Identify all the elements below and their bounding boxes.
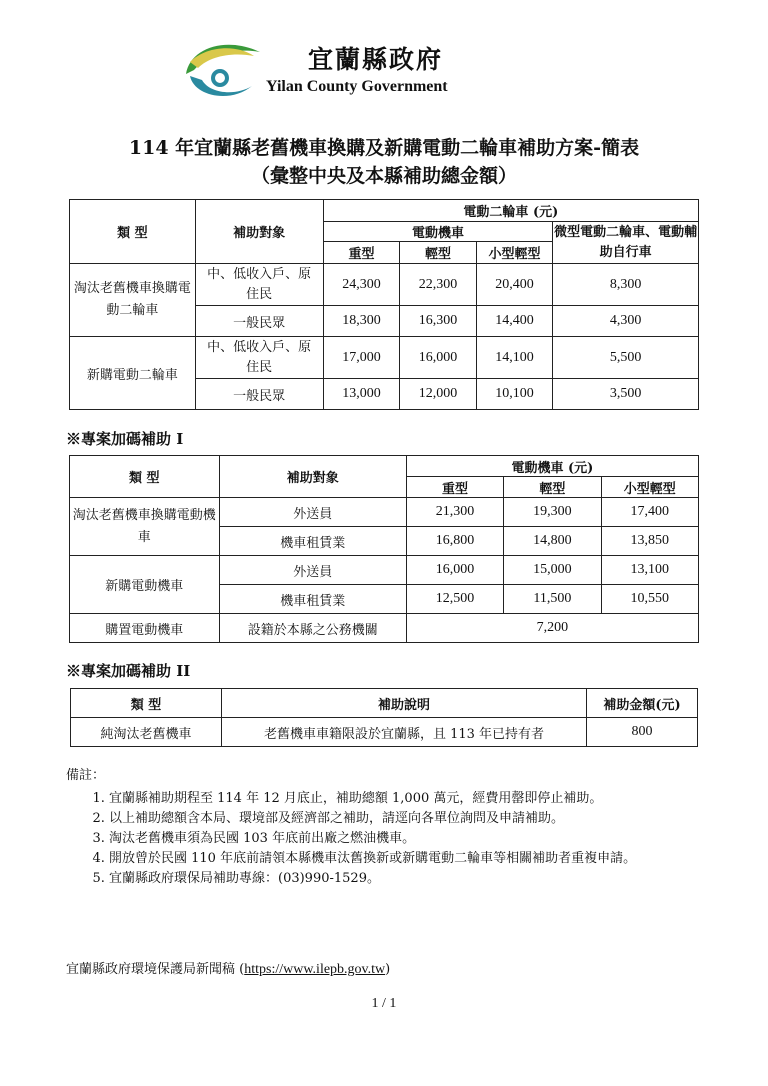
col-header-group: 電動二輪車 (元) <box>323 200 698 222</box>
cell: 11,500 <box>504 585 601 614</box>
row-desc: 老舊機車車籍限設於宜蘭縣，且 113 年已持有者 <box>222 718 587 747</box>
col-header-target: 補助對象 <box>219 456 406 498</box>
cell: 13,100 <box>601 556 698 585</box>
cell: 17,400 <box>601 498 698 527</box>
footer: 宜蘭縣政府環境保護局新聞稿 (https://www.ilepb.gov.tw) <box>66 962 391 977</box>
org-name-zh: 宜蘭縣政府 <box>308 45 444 74</box>
col-header-small: 小型輕型 <box>601 477 698 498</box>
note-item: 2. 以上補助總額含本局、環境部及經濟部之補助，請逕向各單位詢問及申請補助。 <box>109 809 716 829</box>
cell: 19,300 <box>504 498 601 527</box>
col-header-light: 輕型 <box>400 242 477 264</box>
cell: 10,550 <box>601 585 698 614</box>
cell: 16,300 <box>400 306 477 337</box>
cell: 17,000 <box>323 337 400 379</box>
cell: 16,800 <box>406 527 503 556</box>
row-type-scrap: 純淘汰老舊機車 <box>71 718 222 747</box>
col-header-group: 電動機車 (元) <box>406 456 698 477</box>
row-type-replace: 淘汰老舊機車換購電動二輪車 <box>70 264 196 337</box>
row-target-rental: 機車租賃業 <box>219 585 406 614</box>
cell: 12,000 <box>400 379 477 410</box>
document-title: 114 年宜蘭縣老舊機車換購及新購電動二輪車補助方案-簡表 <box>128 137 640 159</box>
row-amount: 800 <box>587 718 698 747</box>
row-type-new: 新購電動機車 <box>70 556 220 614</box>
section-title-bonus-2: ※專案加碼補助 II <box>66 662 191 680</box>
col-header-desc: 補助說明 <box>222 689 587 718</box>
row-type-purchase: 購置電動機車 <box>70 614 220 643</box>
footer-text: 宜蘭縣政府環境保護局新聞稿 <box>66 962 236 977</box>
cell: 22,300 <box>400 264 477 306</box>
col-header-target: 補助對象 <box>195 200 323 264</box>
col-header-type: 類 型 <box>70 200 196 264</box>
notes-title: 備註： <box>66 768 106 783</box>
row-target-low: 中、低收入戶、原住民 <box>195 264 323 306</box>
notes <box>66 764 716 889</box>
col-header-light: 輕型 <box>504 477 601 498</box>
cell: 24,300 <box>323 264 400 306</box>
col-header-heavy: 重型 <box>406 477 503 498</box>
cell: 7,200 <box>406 614 698 643</box>
cell: 8,300 <box>553 264 699 306</box>
col-header-type: 類 型 <box>71 689 222 718</box>
cell: 21,300 <box>406 498 503 527</box>
subsidy-table-main <box>69 199 699 410</box>
cell: 10,100 <box>476 379 553 410</box>
row-target-general: 一般民眾 <box>195 379 323 410</box>
cell: 5,500 <box>553 337 699 379</box>
footer-link[interactable]: https://www.ilepb.gov.tw <box>244 962 386 977</box>
cell: 20,400 <box>476 264 553 306</box>
row-target-low: 中、低收入戶、原住民 <box>195 337 323 379</box>
cell: 13,850 <box>601 527 698 556</box>
cell: 16,000 <box>406 556 503 585</box>
col-header-micro: 微型電動二輪車、電動輔助自行車 <box>553 222 699 264</box>
col-header-small: 小型輕型 <box>476 242 553 264</box>
cell: 12,500 <box>406 585 503 614</box>
yilan-county-logo-icon <box>180 34 270 104</box>
note-item: 1. 宜蘭縣補助期程至 114 年 12 月底止，補助總額 1,000 萬元，經費用罄即停止補助。 <box>109 789 716 809</box>
page-number: 1 / 1 <box>371 996 397 1011</box>
section-title-bonus-1: ※專案加碼補助 I <box>66 430 184 448</box>
cell: 3,500 <box>553 379 699 410</box>
cell: 18,300 <box>323 306 400 337</box>
cell: 14,800 <box>504 527 601 556</box>
row-target-delivery: 外送員 <box>219 556 406 585</box>
subsidy-table-bonus-1 <box>69 455 699 643</box>
cell: 15,000 <box>504 556 601 585</box>
cell: 14,400 <box>476 306 553 337</box>
subsidy-table-bonus-2 <box>70 688 698 747</box>
row-type-replace: 淘汰老舊機車換購電動機車 <box>70 498 220 556</box>
row-target-delivery: 外送員 <box>219 498 406 527</box>
org-name-en: Yilan County Government <box>266 78 448 95</box>
col-header-amount: 補助金額(元) <box>587 689 698 718</box>
header <box>180 34 500 106</box>
row-target-rental: 機車租賃業 <box>219 527 406 556</box>
row-target-gov: 設籍於本縣之公務機關 <box>219 614 406 643</box>
cell: 13,000 <box>323 379 400 410</box>
col-header-heavy: 重型 <box>323 242 400 264</box>
row-target-general: 一般民眾 <box>195 306 323 337</box>
row-type-new: 新購電動二輪車 <box>70 337 196 410</box>
document-subtitle: （彙整中央及本縣補助總金額） <box>250 165 517 187</box>
col-header-moto: 電動機車 <box>323 222 553 242</box>
cell: 16,000 <box>400 337 477 379</box>
cell: 4,300 <box>553 306 699 337</box>
col-header-type: 類 型 <box>70 456 220 498</box>
cell: 14,100 <box>476 337 553 379</box>
note-item: 3. 淘汰老舊機車須為民國 103 年底前出廠之燃油機車。 <box>109 829 716 849</box>
note-item: 4. 開放曾於民國 110 年底前請領本縣機車汰舊換新或新購電動二輪車等相關補助者重複申請。 <box>109 849 716 869</box>
note-item: 5. 宜蘭縣政府環保局補助專線：(03)990-1529。 <box>109 869 716 889</box>
